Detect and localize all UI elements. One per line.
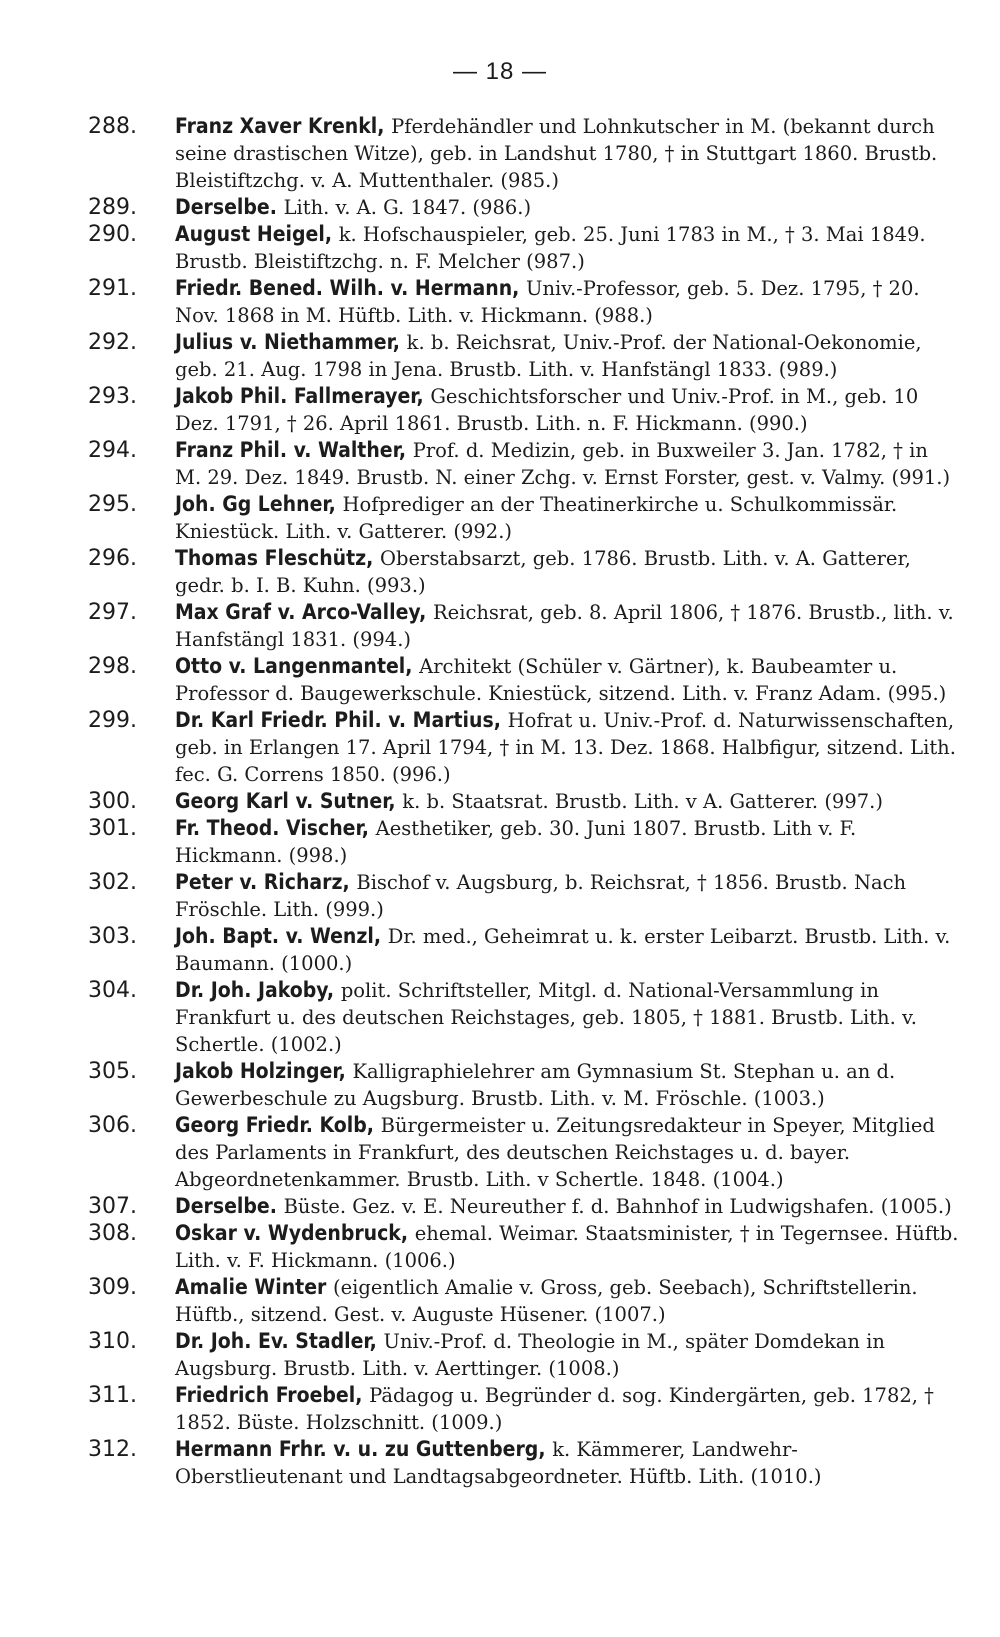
entry-number: 290. <box>88 222 137 247</box>
entry-description: Prof. d. Medizin, geb. in Buxweiler 3. Jan. 1782, † in M. 29. Dez. 1849. Brustb. N. einer Zchg. v. Ernst Forster, gest. v. Valmy. (991.) <box>175 439 951 489</box>
catalog-entries <box>0 113 1000 1490</box>
catalog-entry <box>0 545 1000 599</box>
catalog-entry <box>0 1220 1000 1274</box>
entry-name: Hermann Frhr. v. u. zu Guttenberg, <box>175 1437 546 1461</box>
catalog-entry <box>0 869 1000 923</box>
entry-number: 308. <box>88 1221 137 1246</box>
entry-number: 312. <box>88 1437 137 1462</box>
entry-name: Friedrich Froebel, <box>175 1383 363 1407</box>
entry-description: k. Kämmerer, Landwehr-Oberstlieutenant und Landtagsabgeordneter. Hüftb. Lith. (1010.) <box>175 1438 822 1488</box>
catalog-entry <box>0 1193 1000 1220</box>
entry-description: k. b. Staatsrat. Brustb. Lith. v A. Gatterer. (997.) <box>402 790 883 813</box>
entry-number: 296. <box>88 546 137 571</box>
catalog-entry <box>0 923 1000 977</box>
catalog-entry <box>0 599 1000 653</box>
entry-number: 291. <box>88 276 137 301</box>
catalog-entry <box>0 1382 1000 1436</box>
entry-name: Dr. Karl Friedr. Phil. v. Martius, <box>175 708 501 732</box>
catalog-entry <box>0 1274 1000 1328</box>
entry-name: Amalie Winter <box>175 1275 327 1299</box>
entry-number: 304. <box>88 978 137 1003</box>
entry-description: Oberstabsarzt, geb. 1786. Brustb. Lith. v. A. Gatterer, gedr. b. I. B. Kuhn. (993.) <box>175 547 911 597</box>
catalog-entry <box>0 1328 1000 1382</box>
catalog-entry <box>0 329 1000 383</box>
entry-description: Pädagog u. Begründer d. sog. Kindergärten, geb. 1782, † 1852. Büste. Holzschnitt. (1009.) <box>175 1384 934 1434</box>
entry-name: Oskar v. Wydenbruck, <box>175 1221 409 1245</box>
entry-number: 292. <box>88 330 137 355</box>
catalog-entry <box>0 383 1000 437</box>
entry-number: 307. <box>88 1194 137 1219</box>
entry-description: Hofrat u. Univ.-Prof. d. Naturwissenschaften, geb. in Erlangen 17. April 1794, † in M. 13. Dez. 1868. Halbfigur, sitzend. Lith. fec. G. Correns 1850. (996.) <box>175 709 956 786</box>
catalog-entry <box>0 707 1000 788</box>
entry-description: polit. Schriftsteller, Mitgl. d. National-Versammlung in Frankfurt u. des deutschen Reichstages, geb. 1805, † 1881. Brustb. Lith. v. Schertle. (1002.) <box>175 979 917 1056</box>
entry-description: Univ.-Prof. d. Theologie in M., später Domdekan in Augsburg. Brustb. Lith. v. Aerttinger. (1008.) <box>175 1330 885 1380</box>
catalog-entry <box>0 788 1000 815</box>
entry-number: 305. <box>88 1059 137 1084</box>
entry-name: Peter v. Richarz, <box>175 870 350 894</box>
entry-description: Geschichtsforscher und Univ.-Prof. in M., geb. 10 Dez. 1791, † 26. April 1861. Brustb. Lith. n. F. Hickmann. (990.) <box>175 385 919 435</box>
entry-number: 293. <box>88 384 137 409</box>
entry-name: Joh. Bapt. v. Wenzl, <box>175 924 382 948</box>
entry-name: Friedr. Bened. Wilh. v. Hermann, <box>175 276 520 300</box>
entry-description: (eigentlich Amalie v. Gross, geb. Seebach), Schriftstellerin. Hüftb., sitzend. Gest. v. Auguste Hüsener. (1007.) <box>175 1276 918 1326</box>
catalog-entry <box>0 1112 1000 1193</box>
entry-name: Georg Friedr. Kolb, <box>175 1113 374 1137</box>
entry-number: 301. <box>88 816 137 841</box>
catalog-entry <box>0 1436 1000 1490</box>
entry-number: 303. <box>88 924 137 949</box>
entry-description: Kalligraphielehrer am Gymnasium St. Stephan u. an d. Gewerbeschule zu Augsburg. Brustb. Lith. v. M. Fröschle. (1003.) <box>175 1060 896 1110</box>
entry-number: 302. <box>88 870 137 895</box>
entry-name: Franz Xaver Krenkl, <box>175 114 385 138</box>
entry-number: 309. <box>88 1275 137 1300</box>
entry-number: 306. <box>88 1113 137 1138</box>
entry-description: Architekt (Schüler v. Gärtner), k. Baubeamter u. Professor d. Baugewerkschule. Kniestück, sitzend. Lith. v. Franz Adam. (995.) <box>175 655 947 705</box>
catalog-entry <box>0 437 1000 491</box>
entry-description: Pferdehändler und Lohnkutscher in M. (bekannt durch seine drastischen Witze), geb. in Landshut 1780, † in Stuttgart 1860. Brustb. Bleistiftzchg. v. A. Muttenthaler. (985.) <box>175 115 938 192</box>
entry-name: Jakob Holzinger, <box>175 1059 346 1083</box>
entry-name: Derselbe. <box>175 1194 277 1218</box>
entry-number: 300. <box>88 789 137 814</box>
entry-name: Dr. Joh. Jakoby, <box>175 978 335 1002</box>
entry-description: Aesthetiker, geb. 30. Juni 1807. Brustb. Lith v. F. Hickmann. (998.) <box>175 817 857 867</box>
entry-number: 311. <box>88 1383 137 1408</box>
catalog-entry <box>0 275 1000 329</box>
catalog-entry <box>0 1058 1000 1112</box>
catalog-entry <box>0 977 1000 1058</box>
entry-number: 288. <box>88 114 137 139</box>
entry-name: Otto v. Langenmantel, <box>175 654 413 678</box>
catalog-entry <box>0 221 1000 275</box>
entry-description: Bischof v. Augsburg, b. Reichsrat, † 1856. Brustb. Nach Fröschle. Lith. (999.) <box>175 871 907 921</box>
entry-name: Joh. Gg Lehner, <box>175 492 336 516</box>
catalog-entry <box>0 815 1000 869</box>
entry-description: ehemal. Weimar. Staatsminister, † in Tegernsee. Hüftb. Lith. v. F. Hickmann. (1006.) <box>175 1222 959 1272</box>
entry-description: Hofprediger an der Theatinerkirche u. Schulkommissär. Kniestück. Lith. v. Gatterer. (992.) <box>175 493 898 543</box>
catalog-entry <box>0 113 1000 194</box>
entry-name: Jakob Phil. Fallmerayer, <box>175 384 424 408</box>
catalog-entry <box>0 194 1000 221</box>
entry-name: Georg Karl v. Sutner, <box>175 789 396 813</box>
entry-number: 299. <box>88 708 137 733</box>
entry-description: Büste. Gez. v. E. Neureuther f. d. Bahnhof in Ludwigshafen. (1005.) <box>283 1195 952 1218</box>
entry-name: Dr. Joh. Ev. Stadler, <box>175 1329 377 1353</box>
entry-number: 310. <box>88 1329 137 1354</box>
entry-description: Reichsrat, geb. 8. April 1806, † 1876. Brustb., lith. v. Hanfstängl 1831. (994.) <box>175 601 954 651</box>
catalog-entry <box>0 491 1000 545</box>
entry-number: 295. <box>88 492 137 517</box>
entry-number: 294. <box>88 438 137 463</box>
catalog-entry <box>0 653 1000 707</box>
entry-name: Julius v. Niethammer, <box>175 330 400 354</box>
entry-name: Derselbe. <box>175 195 277 219</box>
entry-name: Fr. Theod. Vischer, <box>175 816 369 840</box>
entry-description: Lith. v. A. G. 1847. (986.) <box>283 196 532 219</box>
entry-description: Univ.-Professor, geb. 5. Dez. 1795, † 20. Nov. 1868 in M. Hüftb. Lith. v. Hickmann. (988.) <box>175 277 920 327</box>
entry-name: Thomas Fleschütz, <box>175 546 374 570</box>
entry-number: 289. <box>88 195 137 220</box>
entry-number: 297. <box>88 600 137 625</box>
entry-name: Franz Phil. v. Walther, <box>175 438 407 462</box>
entry-description: Bürgermeister u. Zeitungsredakteur in Speyer, Mitglied des Parlaments in Frankfurt, des deutschen Reichstages u. d. bayer. Abgeordnetenkammer. Brustb. Lith. v Schertle. 1848. (1004.) <box>175 1114 935 1191</box>
page-number: — 18 — <box>452 58 548 85</box>
entry-description: Dr. med., Geheimrat u. k. erster Leibarzt. Brustb. Lith. v. Baumann. (1000.) <box>175 925 951 975</box>
entry-description: k. Hofschauspieler, geb. 25. Juni 1783 in M., † 3. Mai 1849. Brustb. Bleistiftzchg. n. F. Melcher (987.) <box>175 223 926 273</box>
entry-number: 298. <box>88 654 137 679</box>
entry-name: Max Graf v. Arco-Valley, <box>175 600 427 624</box>
entry-name: August Heigel, <box>175 222 332 246</box>
entry-description: k. b. Reichsrat, Univ.-Prof. der National-Oekonomie, geb. 21. Aug. 1798 in Jena. Brustb. Lith. v. Hanfstängl 1833. (989.) <box>175 331 922 381</box>
